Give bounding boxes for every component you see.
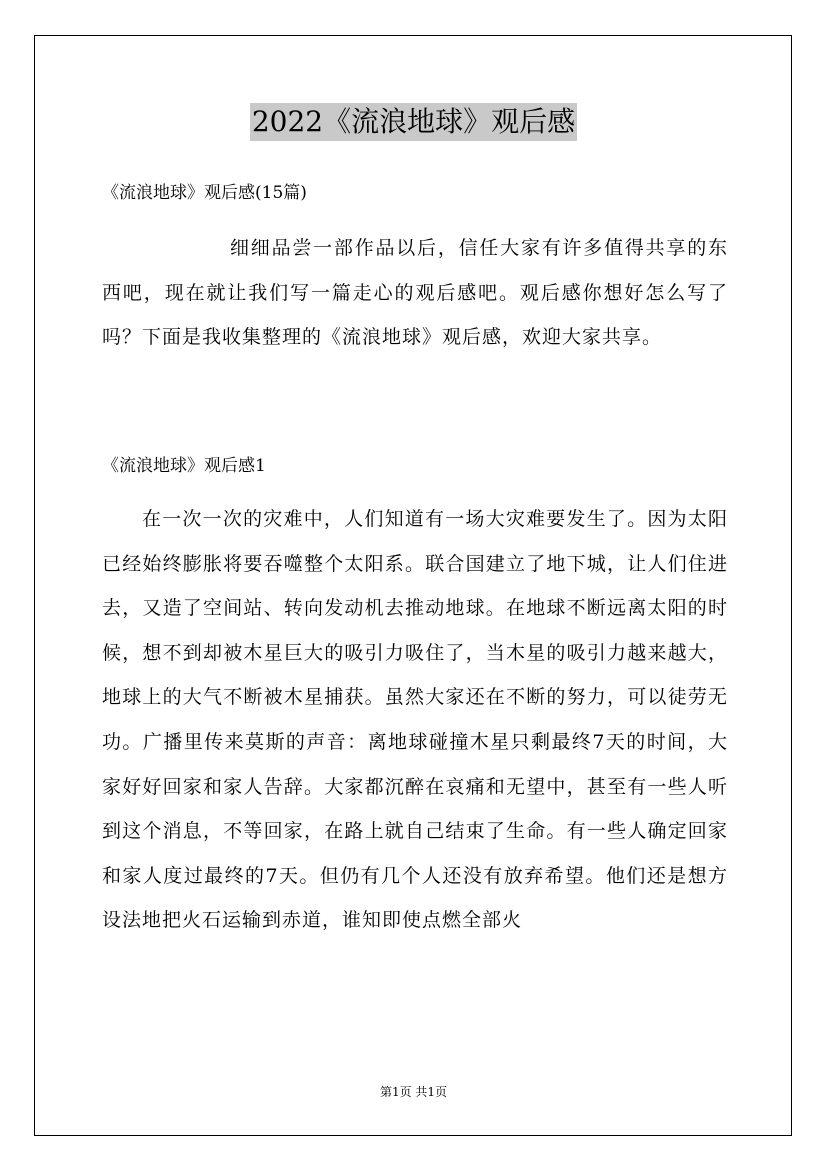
- title-container: [0, 103, 827, 141]
- document-subtitle[interactable]: 《流浪地球》观后感(15篇): [102, 183, 307, 203]
- intro-paragraph[interactable]: 细细品尝一部作品以后，信任大家有许多值得共享的东西吧，现在就让我们写一篇走心的观后感吧。观后感你想好怎么写了吗？下面是我收集整理的《流浪地球》观后感，欢迎大家共享。: [102, 237, 728, 349]
- body-paragraph[interactable]: 在一次一次的灾难中，人们知道有一场大灾难要发生了。因为太阳已经始终膨胀将要吞噬整个太阳系。联合国建立了地下城，让人们住进去，又造了空间站、转向发动机去推动地球。在地球不断远离太阳的时候，想不到却被木星巨大的吸引力吸住了，当木星的吸引力越来越大，地球上的大气不断被木星捕获。虽然大家还在不断的努力，可以徒劳无功。广播里传来莫斯的声音：离地球碰撞木星只剩最终7天的时间，大家好好回家和家人告辞。大家都沉醉在哀痛和无望中，甚至有一些人听到这个消息，不等回家，在路上就自己结束了生命。有一些人确定回家和家人度过最终的7天。但仍有几个人还没有放弃希望。他们还是想方设法地把火石运输到赤道，谁知即使点燃全部火: [102, 508, 728, 932]
- page-number-footer: 第1页 共1页: [379, 1085, 448, 1099]
- document-title[interactable]: 2022《流浪地球》观后感: [250, 103, 577, 141]
- section-heading[interactable]: 《流浪地球》观后感1: [102, 456, 266, 476]
